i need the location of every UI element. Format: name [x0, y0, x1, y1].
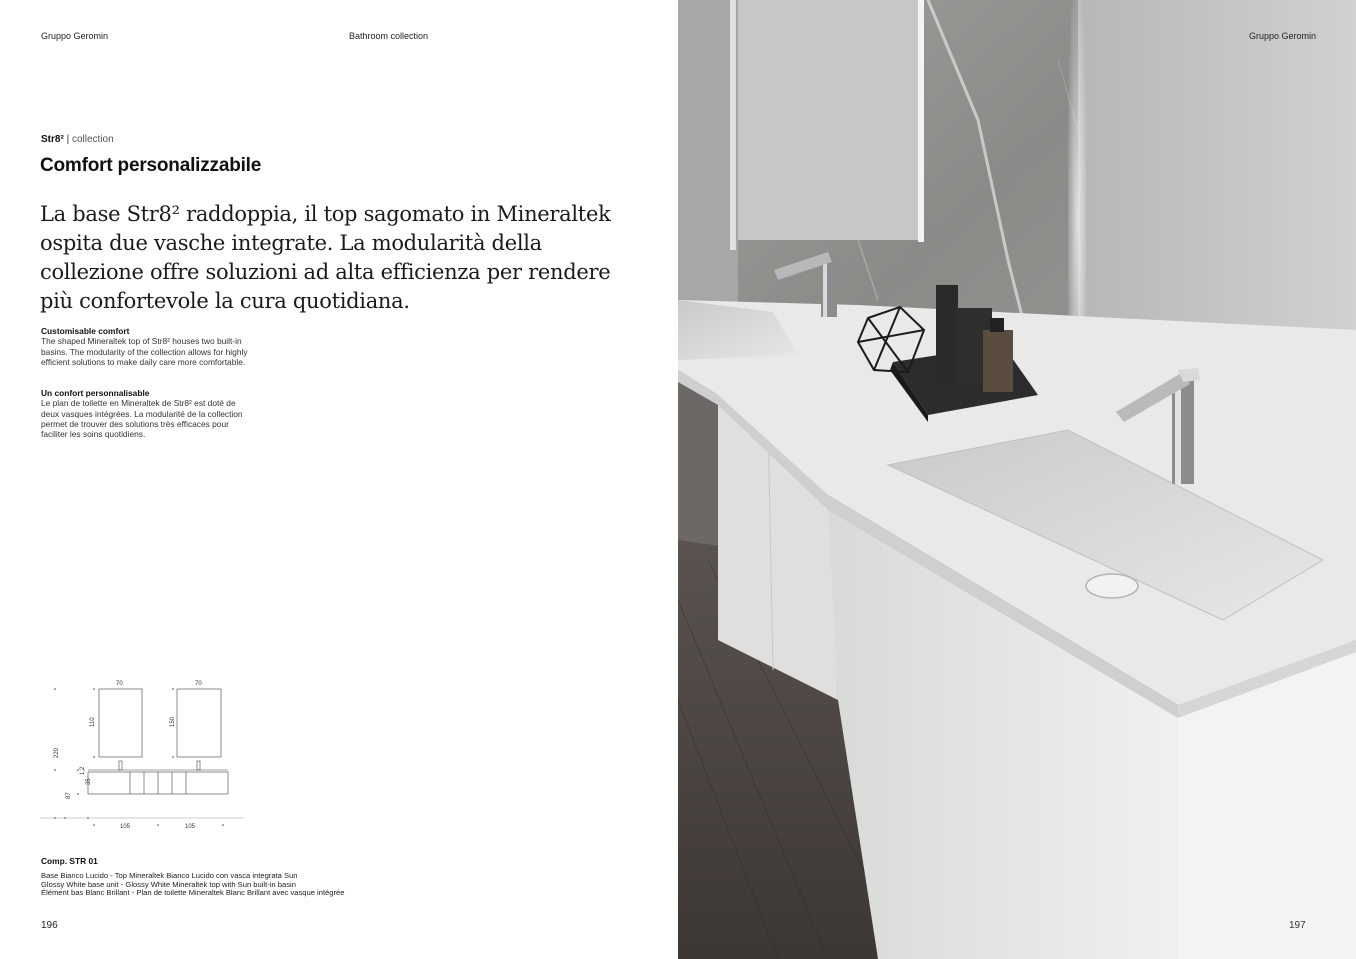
english-text-block: [41, 326, 256, 367]
brand-header-left: Gruppo Geromin: [41, 31, 109, 41]
dim-base-height: 35: [86, 778, 92, 785]
dim-mirror-height-1: 110: [90, 717, 96, 727]
mirror-left: [738, 0, 920, 240]
dim-base-width-1: 105: [120, 824, 131, 830]
black-bottle: [936, 285, 958, 385]
french-heading: Un confort personnalisable: [41, 388, 150, 398]
soap-bottle: [983, 330, 1013, 392]
page-title: Comfort personalizzabile: [40, 155, 262, 176]
composition-specs: [41, 872, 345, 898]
bathroom-photo: [678, 0, 1356, 959]
spec-line-italian: Base Bianco Lucido - Top Mineraltek Bianco Lucido con vasca integrata Sun: [41, 871, 298, 880]
faucet-1-icon: [119, 761, 122, 770]
mirror-1-outline: [99, 689, 142, 757]
dim-mirror-height-2: 150: [170, 716, 176, 727]
english-body: The shaped Mineraltek top of Str8² houses two built-in basins. The modularity of the collection allows for highly efficient solutions to make daily care more comfortable.: [41, 336, 248, 367]
english-heading: Customisable comfort: [41, 326, 130, 336]
collection-eyebrow: [41, 134, 114, 145]
page-number-right: 197: [1289, 920, 1306, 931]
spec-line-french: Élément bas Blanc Brillant - Plan de toilette Mineraltek Blanc Brillant avec vasque intégrée: [41, 888, 345, 898]
dim-total-height: 220: [54, 747, 60, 758]
page-number-left: 196: [41, 920, 58, 931]
lead-paragraph: La base Str8² raddoppia, il top sagomato in Mineraltek ospita due vasche integrate. La modularità della collezione offre soluzioni ad alta efficienza per rendere più confortevole la cura quotidiana.: [40, 202, 611, 313]
dim-base-width-2: 105: [185, 824, 196, 830]
right-page: [678, 0, 1356, 959]
brand-header-right: Gruppo Geromin: [1249, 31, 1317, 41]
french-text-block: [41, 388, 256, 439]
drain-icon: [1086, 574, 1138, 598]
eyebrow-label: collection: [71, 134, 114, 145]
mirror-2-outline: [177, 689, 221, 757]
dim-mirror-width-1: 70: [116, 681, 123, 687]
product-name: Str8²: [41, 134, 64, 145]
dim-mirror-width-2: 70: [195, 681, 202, 687]
dim-floor-height: 87: [66, 792, 72, 799]
composition-code: Comp. STR 01: [41, 856, 98, 866]
spec-line-english: Glossy White base unit - Glossy White Mineraltek top with Sun built-in basin: [41, 879, 296, 889]
faucet-2-icon: [197, 761, 200, 770]
french-body: Le plan de toilette en Mineraltek de Str8² est doté de deux vasques intégrées. La modularité de la collection permet de trouver des solutions très efficaces pour faciliter les soins quotidiens.: [41, 398, 243, 440]
technical-drawing: [40, 675, 250, 835]
section-header: Bathroom collection: [349, 31, 429, 41]
eyebrow-separator: |: [66, 134, 70, 145]
dim-top-thickness: 1,2: [80, 766, 86, 775]
